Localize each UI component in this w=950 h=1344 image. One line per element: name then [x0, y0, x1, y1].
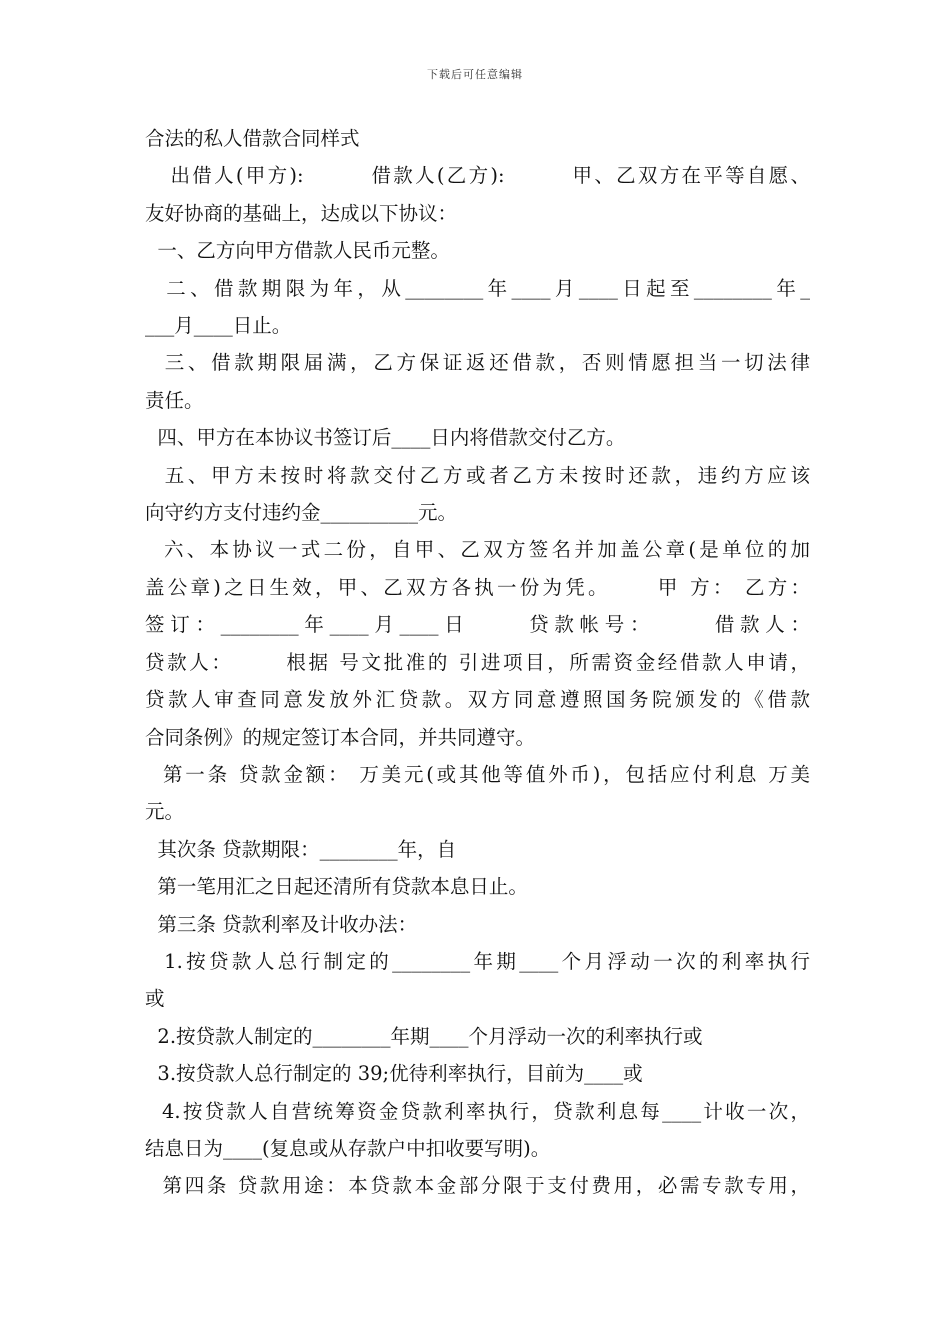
text-line: 或 — [145, 987, 165, 1011]
text-line: 五、甲方未按时将款交付乙方或者乙方未按时还款，违约方应该 — [145, 463, 810, 487]
text-line: 贷款人审查同意发放外汇贷款。双方同意遵照国务院颁发的《借款 — [145, 688, 810, 712]
text-line: 2.按贷款人制定的________年期____个月浮动一次的利率执行或 — [145, 1024, 703, 1048]
text-line: 其次条 贷款期限：________年，自 — [145, 837, 457, 861]
text-line: ___月____日止。 — [145, 314, 292, 338]
text-line: 签订：________年____月____日 贷款帐号： 借款人： — [145, 613, 810, 637]
text-line: 合同条例》的规定签订本合同，并共同遵守。 — [145, 725, 536, 749]
text-line: 结息日为____(复息或从存款户中扣收要写明)。 — [145, 1136, 551, 1160]
text-line: 贷款人： 根据 号文批准的 引进项目，所需资金经借款人申请， — [145, 650, 810, 674]
text-line: 三、借款期限届满，乙方保证返还借款，否则情愿担当一切法律 — [145, 351, 810, 375]
text-line: 六、本协议一式二份，自甲、乙双方签名并加盖公章(是单位的加 — [145, 538, 810, 562]
text-line: 一、乙方向甲方借款人民币元整。 — [145, 239, 450, 263]
text-line: 责任。 — [145, 388, 204, 412]
document-title: 合法的私人借款合同样式 — [145, 127, 360, 150]
text-line: 元。 — [145, 800, 185, 824]
text-line: 3.按贷款人总行制定的 39;优待利率执行，目前为____或 — [145, 1062, 643, 1086]
text-line: 友好协商的基础上，达成以下协议： — [145, 201, 458, 225]
text-line: 第四条 贷款用途：本贷款本金部分限于支付费用，必需专款专用， — [145, 1174, 810, 1198]
text-line: 1.按贷款人总行制定的________年期____个月浮动一次的利率执行 — [145, 949, 810, 973]
text-line: 向守约方支付违约金__________元。 — [145, 501, 458, 525]
text-line: 四、甲方在本协议书签订后____日内将借款交付乙方。 — [145, 426, 626, 450]
text-line: 盖公章)之日生效，甲、乙双方各执一份为凭。 甲 方： 乙方： — [145, 575, 810, 599]
text-line: 第一条 贷款金额： 万美元(或其他等值外币)，包括应付利息 万美 — [145, 762, 810, 786]
header-note: 下载后可任意编辑 — [427, 68, 523, 81]
contract-body — [145, 120, 810, 1205]
text-line: 出借人(甲方): 借款人(乙方): 甲、乙双方在平等自愿、 — [145, 164, 810, 188]
text-line: 4.按贷款人自营统筹资金贷款利率执行，贷款利息每____计收一次， — [145, 1099, 810, 1123]
text-line: 二、借款期限为年，从________年____月____日起至________年_ — [145, 276, 810, 300]
text-line: 第三条 贷款利率及计收办法： — [145, 912, 418, 936]
text-line: 第一笔用汇之日起还清所有贷款本息日止。 — [145, 875, 528, 899]
